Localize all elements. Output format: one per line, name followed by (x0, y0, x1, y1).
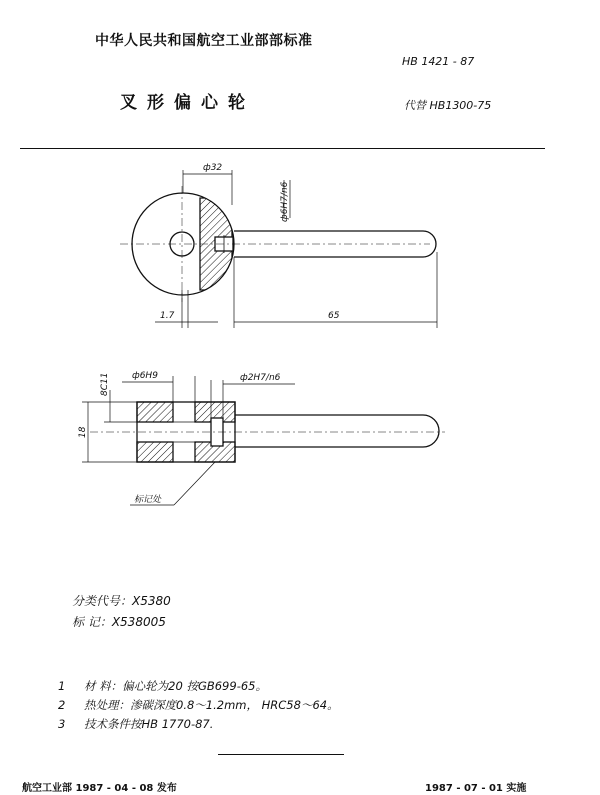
marking-callout: 标记处 (134, 495, 162, 505)
replaces-standard: 代替 HB1300-75 (404, 99, 492, 112)
note-item (58, 678, 267, 694)
note-number: 2 (58, 698, 66, 712)
dim-shaft-fit: ф6H7/n6 (280, 181, 290, 222)
note-item (58, 716, 213, 732)
dim-offset: 1.7 (160, 311, 175, 321)
note-text: 技术条件按HB 1770-87. (84, 717, 214, 731)
classification-code-value: X5380 (132, 594, 171, 608)
dim-diameter: ф32 (203, 163, 223, 173)
dim-slot: 8C11 (100, 372, 110, 396)
note-number: 3 (58, 717, 66, 731)
standard-number: HB 1421 - 87 (402, 55, 475, 68)
note-text: 热处理：渗碳深度0.8～1.2mm， HRC58～64。 (84, 698, 339, 712)
dim-thickness: 18 (78, 426, 88, 438)
note-item (58, 697, 339, 713)
issuing-organization: 中华人民共和国航空工业部部标准 (95, 33, 313, 49)
classification-code-row (72, 592, 171, 609)
end-rule (218, 754, 344, 755)
note-number: 1 (58, 679, 66, 693)
marking-value: X538005 (111, 615, 166, 629)
marking-row (72, 613, 166, 630)
dim-hole: ф6H9 (132, 371, 158, 381)
side-view (82, 376, 445, 505)
effective-date: 1987 - 07 - 01 实施 (425, 783, 527, 794)
dim-length: 65 (328, 311, 340, 321)
classification-code-label: 分类代号： (72, 594, 133, 608)
top-view (120, 170, 437, 328)
technical-drawing (0, 150, 600, 530)
document-title: 叉形偏心轮 (120, 93, 255, 113)
side-handle (235, 415, 439, 447)
note-text: 材 料：偏心轮为20 按GB699-65。 (84, 679, 267, 693)
marking-label: 标 记： (72, 615, 112, 629)
header-rule (20, 148, 545, 149)
dim-pin-fit: ф2H7/n6 (240, 373, 281, 383)
issue-date: 航空工业部 1987 - 04 - 08 发布 (22, 783, 177, 794)
